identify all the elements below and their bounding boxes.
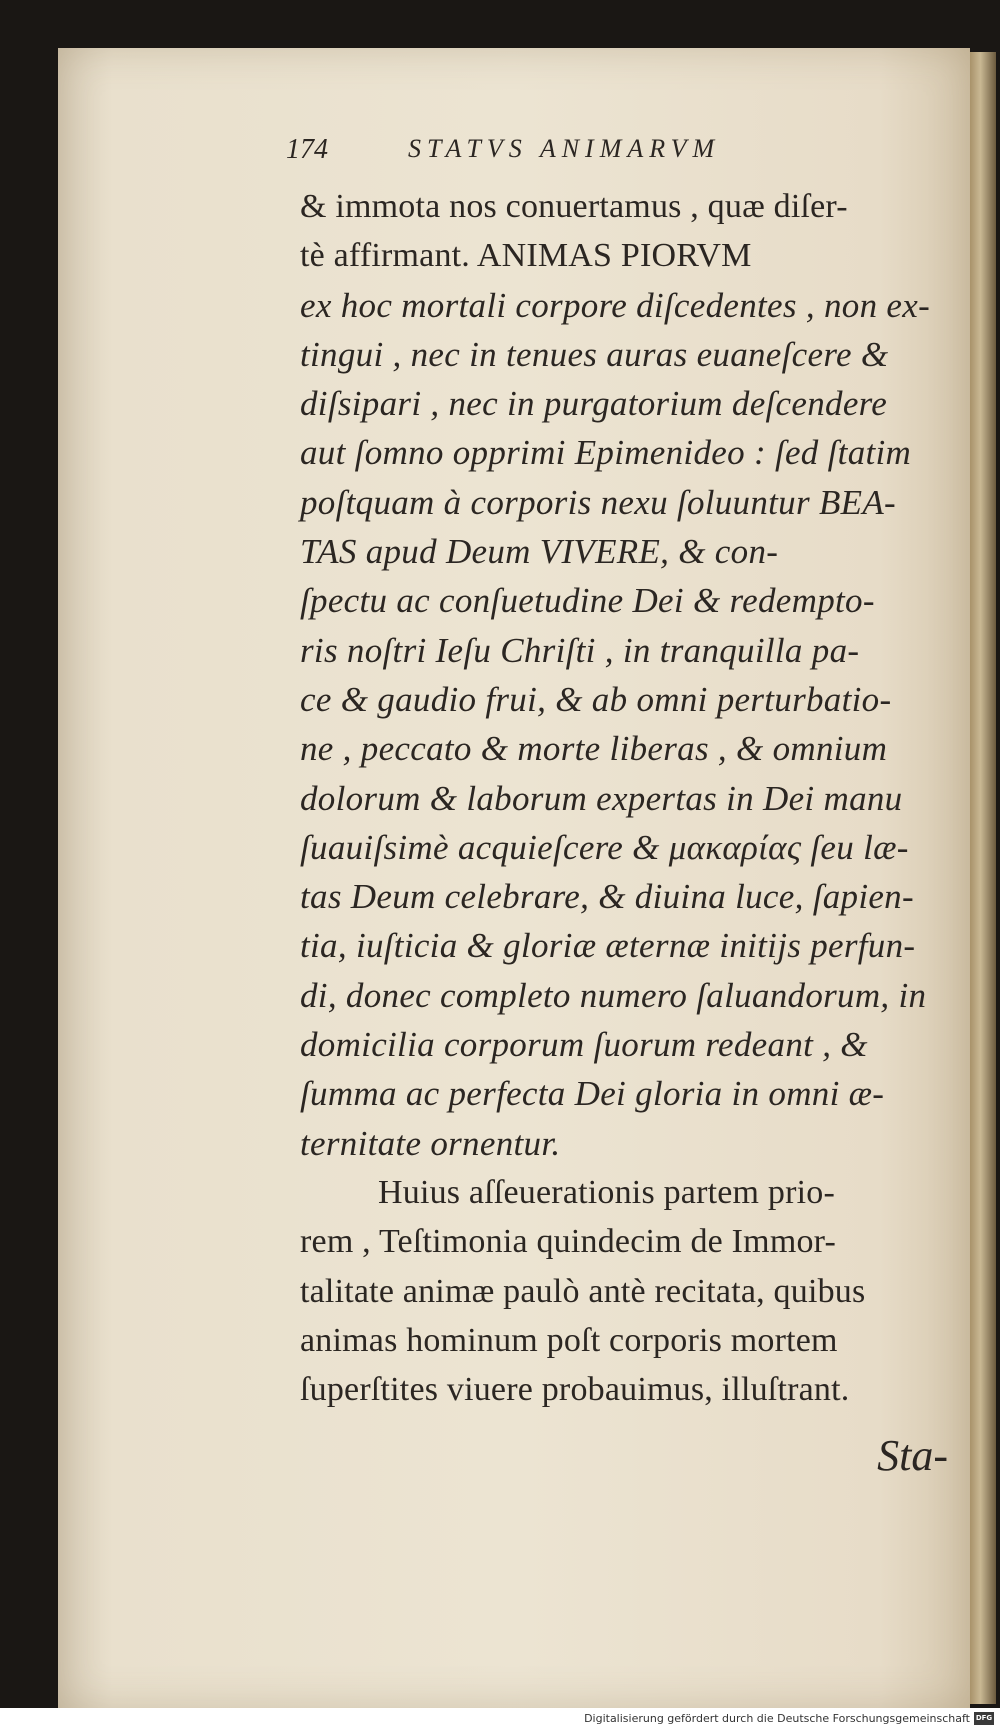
running-head: STATVS ANIMARVM [408,134,721,163]
text-line: tingui , nec in tenues auras euaneſcere & [300,334,889,374]
page-text [286,120,970,1481]
text-line: domicilia corporum ſuorum redeant , & [300,1025,868,1065]
footer-credit: Digitalisierung gefördert durch die Deutsche Forschungsgemeinschaft [584,1712,970,1725]
text-line: aut ſomno opprimi Epimenideo : ſed ſtatim [300,433,912,473]
text-line: ternitate ornentur. [300,1123,561,1163]
text-line: ſpectu ac conſuetudine Dei & redempto- [300,581,875,621]
text-line: ſumma ac perfecta Dei gloria in omni æ- [300,1074,885,1114]
catchword: Sta- [877,1431,948,1481]
text-line: ex hoc mortali corpore diſcedentes , non ex- [300,285,931,325]
text-line: ſuauiſsimè acquieſcere & μακαρίας ſeu læ- [300,827,909,867]
text-line: poſtquam à corporis nexu ſoluuntur BEA- [300,482,896,522]
text-line: TAS apud Deum VIVERE, & con- [300,532,779,572]
text-line: di, donec completo numero ſaluandorum, in [300,975,927,1015]
text-line: ſuperſtites viuere probauimus, illuſtrant. [300,1371,850,1409]
page-edge [970,52,996,1704]
text-line: & immota nos conuertamus , quæ diſer- [300,188,848,225]
text-line: tas Deum celebrare, & diuina luce, ſapien- [300,877,914,917]
text-line: tia, iuſticia & gloriæ æternæ initijs perfun- [300,926,916,966]
page-header [286,120,970,182]
text-line: animas hominum poſt corporis mortem [300,1321,838,1359]
dfg-logo: DFG [974,1712,994,1725]
text-line: rem , Teſtimonia quindecim de Immor- [300,1223,837,1261]
page-number: 174 [286,134,328,165]
text-line: tè affirmant. ANIMAS PIORVM [300,237,752,275]
text-line: talitate animæ paulò antè recitata, quibus [300,1272,866,1310]
text-line: ne , peccato & morte liberas , & omnium [300,729,888,769]
text-line: dolorum & laborum expertas in Dei manu [300,778,903,818]
text-lines [300,182,970,1414]
text-line: ce & gaudio frui, & ab omni perturbatio- [300,679,892,719]
text-line: Huius aſſeuerationis partem prio- [378,1173,835,1211]
text-line: diſsipari , nec in purgatorium deſcendere [300,384,888,424]
text-line: ris noſtri Ieſu Chriſti , in tranquilla pa- [300,630,860,670]
